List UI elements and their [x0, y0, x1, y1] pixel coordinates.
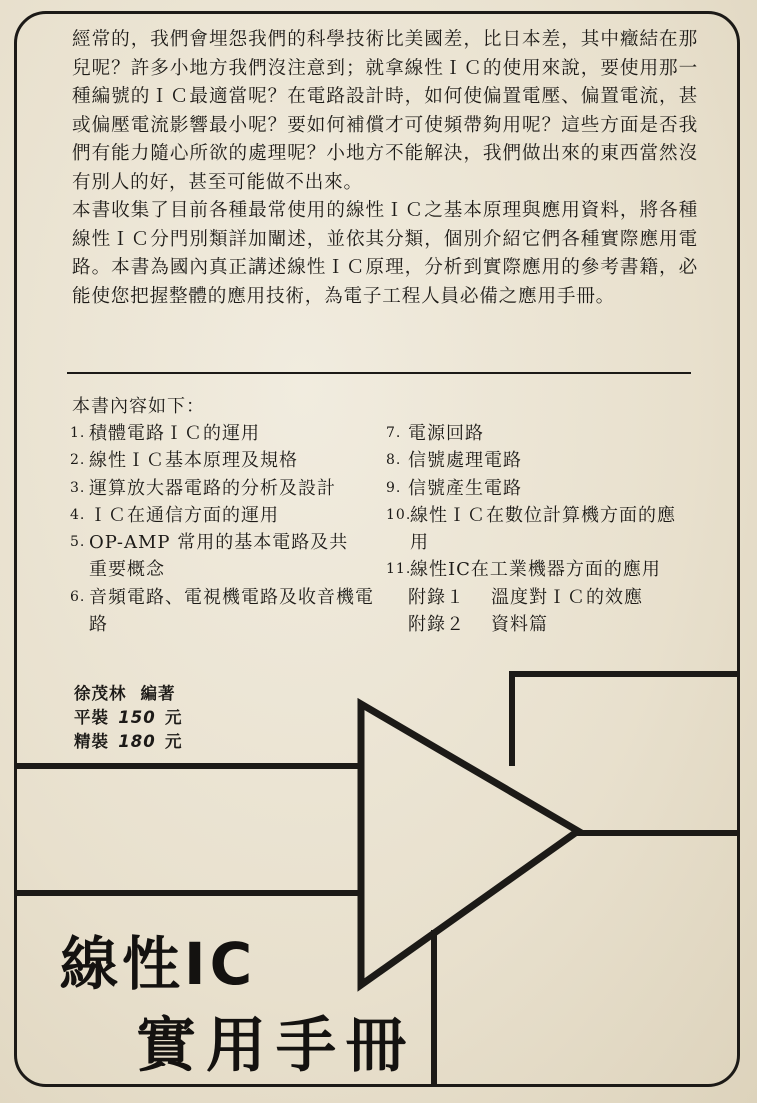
intro-paragraph-2: 本書收集了目前各種最常使用的線性ＩＣ之基本原理與應用資料，將各種線性ＩＣ分門別類詳加闡述，並依其分類，個別介紹它們各種實際應用電路。本書為國內真正講述線性ＩＣ原理，分析到實際應用的參考書籍，必能使您把握整體的應用技術，為電子工程人員必備之應用手冊。 [72, 200, 698, 307]
item-text: 積體電路ＩＣ的運用 [89, 423, 260, 444]
item-number: 6. [70, 588, 86, 605]
appendix-label: 附錄１ [408, 586, 465, 608]
item-number: 5. [70, 534, 86, 551]
item-number: 3. [70, 479, 86, 496]
appendix-label: 附錄２ [408, 614, 465, 636]
appendix-text: 資料篇 [491, 614, 548, 636]
item-number: 10. [386, 506, 412, 523]
item-text: 信號處理電路 [408, 450, 522, 472]
item-number: 2. [70, 452, 86, 469]
cover-title-line-1: 線性IC [60, 930, 257, 998]
item-number: 7. [386, 425, 402, 441]
paperback-label: 平裝 [74, 708, 109, 727]
author-role: 編著 [140, 684, 176, 703]
appendix-text: 溫度對ＩＣ的效應 [491, 586, 643, 608]
item-number: 1. [70, 425, 86, 441]
item-number: 9. [386, 479, 402, 496]
item-text: 線性ＩＣ在數位計算機方面的應用 [410, 504, 676, 554]
item-text: 線性ＩＣ基本原理及規格 [89, 450, 298, 472]
hardcover-price: 180 [118, 732, 156, 751]
item-number: 4. [70, 506, 86, 523]
currency-unit: 元 [165, 732, 183, 751]
currency-unit: 元 [165, 708, 183, 727]
paperback-price: 150 [118, 708, 156, 727]
item-text: 電源回路 [408, 423, 484, 444]
item-text: OP-AMP 常用的基本電路及共重要概念 [89, 532, 349, 581]
item-number: 8. [386, 452, 402, 469]
item-number: 11. [386, 561, 412, 578]
item-text: 信號產生電路 [408, 477, 522, 499]
top-signal-wire [512, 674, 740, 766]
hardcover-label: 精裝 [74, 732, 109, 751]
cover-title-line-2: 實用手冊 [136, 1011, 416, 1081]
item-text: 音頻電路、電視機電路及收音機電路 [89, 586, 374, 636]
item-text: 運算放大器電路的分析及設計 [89, 477, 336, 499]
item-text: ＩＣ在通信方面的運用 [89, 504, 279, 526]
opamp-triangle-icon [361, 704, 578, 985]
intro-paragraph-1: 經常的，我們會埋怨我們的科學技術比美國差，比日本差，其中癥結在那兒呢？許多小地方我們沒注意到；就拿線性ＩＣ的使用來說，要使用那一種編號的ＩＣ最適當呢？在電路設計時，如何使偏置電壓、偏置電流，甚或偏壓電流影響最小呢？要如何補償才可使頻帶夠用呢？這些方面是否我們有能力隨心所欲的處理呢？小地方不能解決，我們做出來的東西當然沒有別人的好，甚至可能做不出來。 [72, 29, 698, 193]
item-text: 線性IC在工業機器方面的應用 [410, 559, 661, 581]
contents-heading: 本書內容如下： [72, 396, 205, 417]
author-name: 徐茂林 [74, 684, 127, 703]
